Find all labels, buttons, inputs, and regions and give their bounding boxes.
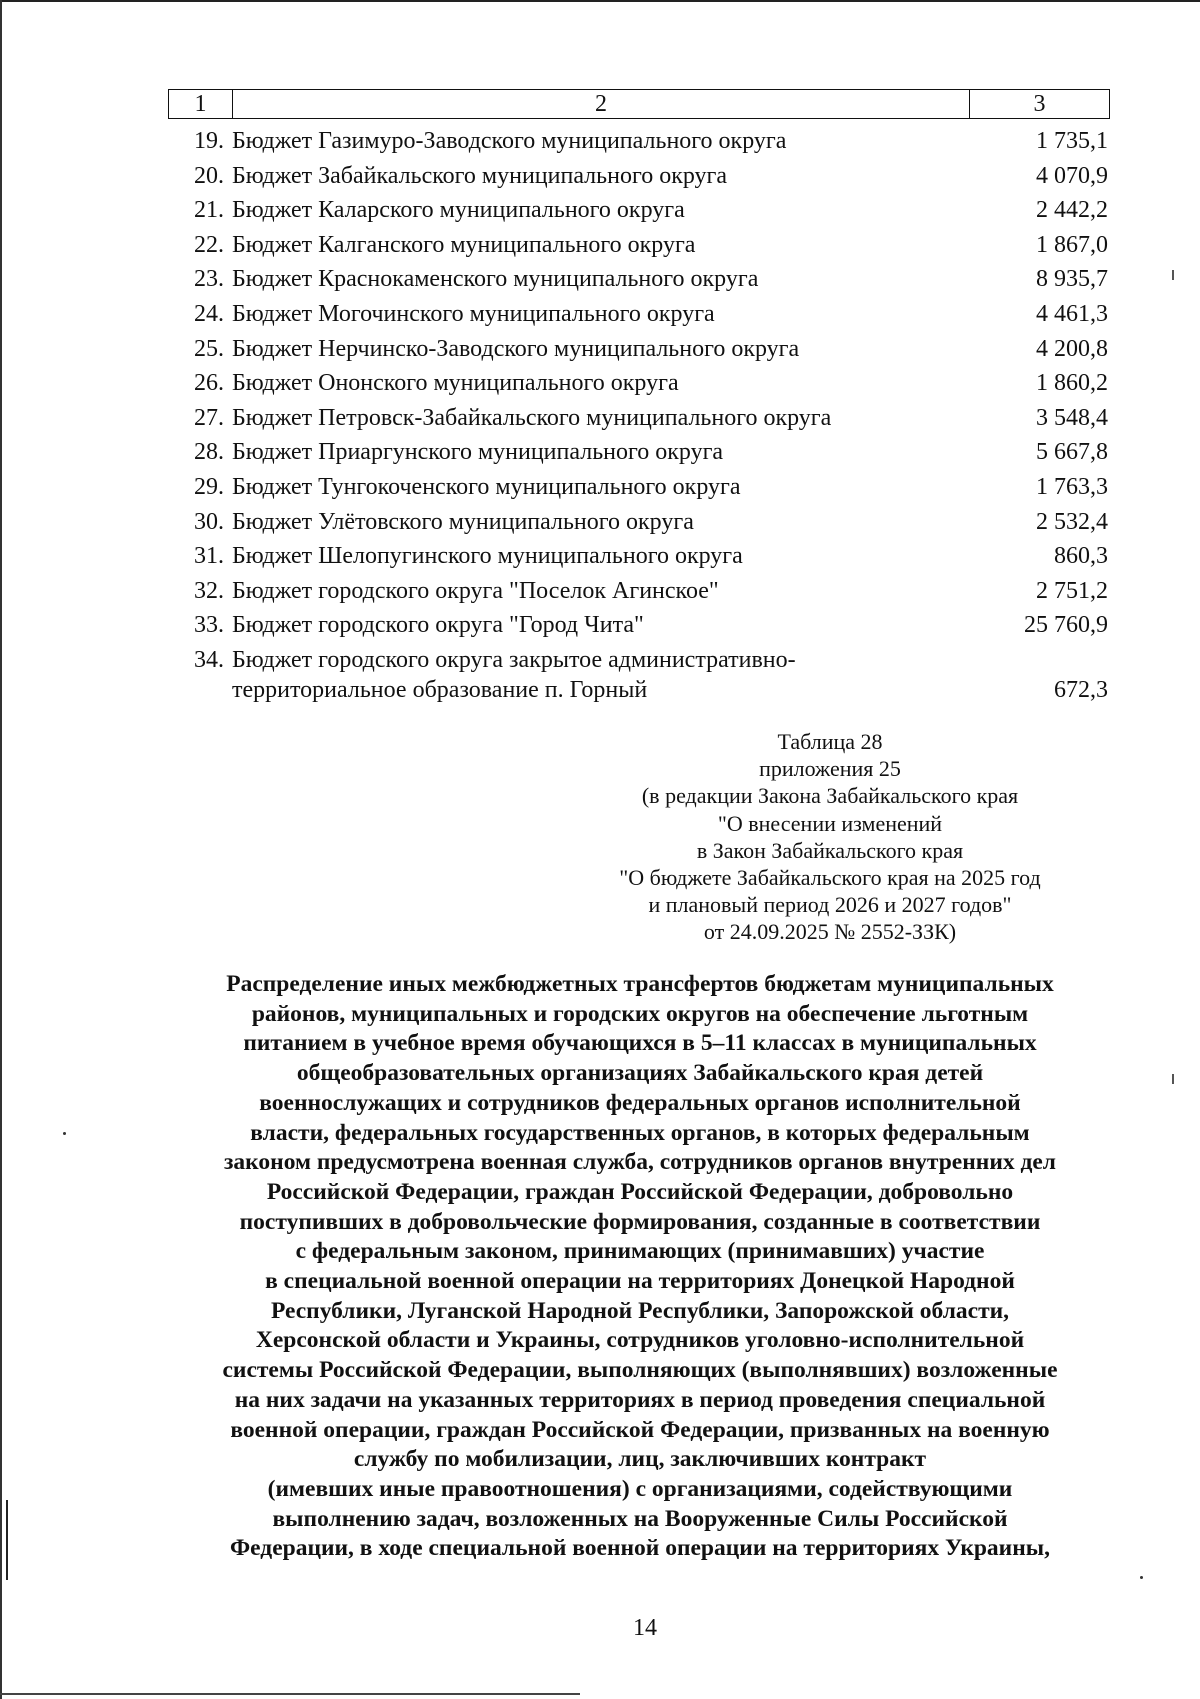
page-number: 14 — [633, 1615, 657, 1641]
table-row — [168, 228, 1110, 263]
row-value: 2 532,4 — [1036, 508, 1108, 535]
title-line: военнослужащих и сотрудников федеральных органов исполнительной — [259, 1089, 1021, 1116]
row-value: 860,3 — [1054, 543, 1108, 570]
table-row — [168, 539, 1110, 574]
table-row — [168, 435, 1110, 470]
row-name-line: Бюджет городского округа закрытое административно- — [232, 646, 796, 673]
title-line: военной операции, граждан Российской Федерации, призванных на военную — [230, 1416, 1050, 1443]
table-row — [168, 193, 1110, 228]
row-number: 20. — [194, 162, 224, 189]
row-number: 28. — [194, 439, 224, 466]
row-name: Бюджет Шелопугинского муниципального округа — [232, 543, 743, 570]
row-number: 32. — [194, 577, 224, 604]
row-name: Бюджет Забайкальского муниципального округа — [232, 162, 728, 189]
row-number: 29. — [194, 473, 224, 500]
title-line: Распределение иных межбюджетных трансфертов бюджетам муниципальных — [226, 971, 1054, 997]
title-line: законом предусмотрена военная служба, сотрудников органов внутренних дел — [223, 1149, 1056, 1176]
row-name: Бюджет Петровск-Забайкальского муниципального округа — [232, 404, 832, 431]
table-row — [168, 608, 1110, 643]
row-value: 2 442,2 — [1036, 197, 1108, 224]
scan-mark — [6, 1500, 8, 1580]
row-name: Бюджет Краснокаменского муниципального округа — [232, 266, 759, 293]
row-number: 26. — [194, 370, 224, 397]
appendix-reference — [560, 728, 1100, 946]
appendix-line: приложения 25 — [759, 756, 901, 782]
title-line: (имевших иные правоотношения) с организациями, содействующими — [267, 1475, 1013, 1502]
title-line: общеобразовательных организациях Забайкальского края детей — [296, 1060, 984, 1087]
row-value: 1 867,0 — [1036, 231, 1108, 258]
scan-speck — [1172, 270, 1174, 280]
title-line: питанием в учебное время обучающихся в 5–11 классах в муниципальных — [243, 1030, 1037, 1057]
table-header-row — [168, 89, 1110, 119]
document-title — [160, 970, 1120, 1564]
budget-table — [168, 124, 1110, 705]
scan-speck — [63, 1132, 66, 1135]
row-value: 1 763,3 — [1036, 473, 1108, 500]
title-line: районов, муниципальных и городских округов на обеспечение льготным — [251, 1000, 1029, 1027]
row-number: 24. — [194, 300, 224, 327]
row-name: Бюджет Улётовского муниципального округа — [232, 508, 694, 535]
title-line: власти, федеральных государственных органов, в которых федеральным — [250, 1119, 1030, 1146]
table-row — [168, 645, 1110, 705]
row-name: Бюджет городского округа "Поселок Агинское" — [232, 577, 719, 604]
row-name: Бюджет Калганского муниципального округа — [232, 231, 696, 258]
row-value: 8 935,7 — [1036, 266, 1108, 293]
appendix-line: Таблица 28 — [777, 729, 883, 754]
table-header-col-3: 3 — [1033, 90, 1046, 117]
table-row — [168, 574, 1110, 609]
row-number: 31. — [194, 543, 224, 570]
row-number: 22. — [194, 231, 224, 258]
row-number: 30. — [194, 508, 224, 535]
table-row — [168, 159, 1110, 194]
row-name: Бюджет Ононского муниципального округа — [232, 370, 679, 397]
scan-border-left — [0, 0, 2, 1699]
row-name-line: территориальное образование п. Горный — [232, 676, 648, 703]
table-row — [168, 332, 1110, 367]
row-number: 23. — [194, 266, 224, 293]
table-header-col-1: 1 — [169, 90, 233, 118]
row-value: 3 548,4 — [1036, 404, 1108, 431]
row-number: 19. — [194, 128, 224, 154]
row-name — [230, 645, 954, 705]
row-value: 25 760,9 — [1024, 612, 1108, 639]
title-line: в специальной военной операции на территориях Донецкой Народной — [265, 1268, 1015, 1295]
appendix-line: "О бюджете Забайкальского края на 2025 год — [619, 865, 1041, 891]
row-name: Бюджет Каларского муниципального округа — [232, 197, 685, 224]
row-value: 1 735,1 — [1036, 128, 1108, 154]
title-line: с федеральным законом, принимающих (принимавших) участие — [295, 1238, 985, 1265]
scan-border-bottom — [0, 1693, 580, 1695]
row-value: 4 461,3 — [1036, 300, 1108, 327]
title-line: Херсонской области и Украины, сотрудников уголовно-исполнительной — [255, 1327, 1025, 1354]
title-line: поступивших в добровольческие формирования, созданные в соответствии — [239, 1208, 1041, 1235]
appendix-line: (в редакции Закона Забайкальского края — [641, 783, 1019, 809]
table-row — [168, 124, 1110, 159]
title-line: системы Российской Федерации, выполняющих (выполнявших) возложенные — [222, 1357, 1058, 1384]
row-name: Бюджет Могочинского муниципального округа — [232, 300, 715, 327]
title-line: выполнению задач, возложенных на Вооруженные Силы Российской — [272, 1505, 1008, 1532]
table-row — [168, 366, 1110, 401]
row-number: 33. — [194, 612, 224, 639]
title-line: Республики, Луганской Народной Республики, Запорожской области, — [270, 1297, 1010, 1324]
table-row — [168, 262, 1110, 297]
row-number: 27. — [194, 404, 224, 431]
table-row — [168, 297, 1110, 332]
row-value: 4 070,9 — [1036, 162, 1108, 189]
title-line: на них задачи на указанных территориях в период проведения специальной — [234, 1386, 1046, 1413]
appendix-line: от 24.09.2025 № 2552-ЗЗК) — [703, 919, 957, 945]
row-value: 1 860,2 — [1036, 370, 1108, 397]
row-value: 672,3 — [1054, 676, 1108, 703]
appendix-line: и плановый период 2026 и 2027 годов" — [648, 892, 1012, 918]
scan-speck — [1140, 1576, 1143, 1579]
scan-border-top — [0, 0, 1200, 2]
row-value: 5 667,8 — [1036, 439, 1108, 466]
row-value: 4 200,8 — [1036, 335, 1108, 362]
row-name: Бюджет городского округа "Город Чита" — [232, 612, 644, 639]
row-number: 21. — [194, 197, 224, 224]
table-row — [168, 470, 1110, 505]
row-number: 25. — [194, 335, 224, 362]
table-row — [168, 505, 1110, 540]
title-line: Российской Федерации, граждан Российской Федерации, добровольно — [266, 1178, 1014, 1205]
appendix-line: в Закон Забайкальского края — [696, 837, 964, 863]
table-row — [168, 401, 1110, 436]
row-name: Бюджет Приаргунского муниципального округа — [232, 439, 724, 466]
appendix-line: "О внесении изменений — [717, 810, 943, 836]
title-line: Федерации, в ходе специальной военной операции на территориях Украины, — [230, 1535, 1050, 1562]
scan-speck — [1172, 1074, 1174, 1084]
row-value: 2 751,2 — [1036, 577, 1108, 604]
row-number: 34. — [194, 646, 224, 673]
row-name: Бюджет Нерчинско-Заводского муниципального округа — [232, 335, 800, 362]
table-header-col-2: 2 — [233, 90, 970, 118]
row-name: Бюджет Тунгокоченского муниципального округа — [232, 473, 741, 500]
row-name: Бюджет Газимуро-Заводского муниципального округа — [232, 128, 787, 154]
title-line: службу по мобилизации, лиц, заключивших контракт — [353, 1446, 927, 1473]
